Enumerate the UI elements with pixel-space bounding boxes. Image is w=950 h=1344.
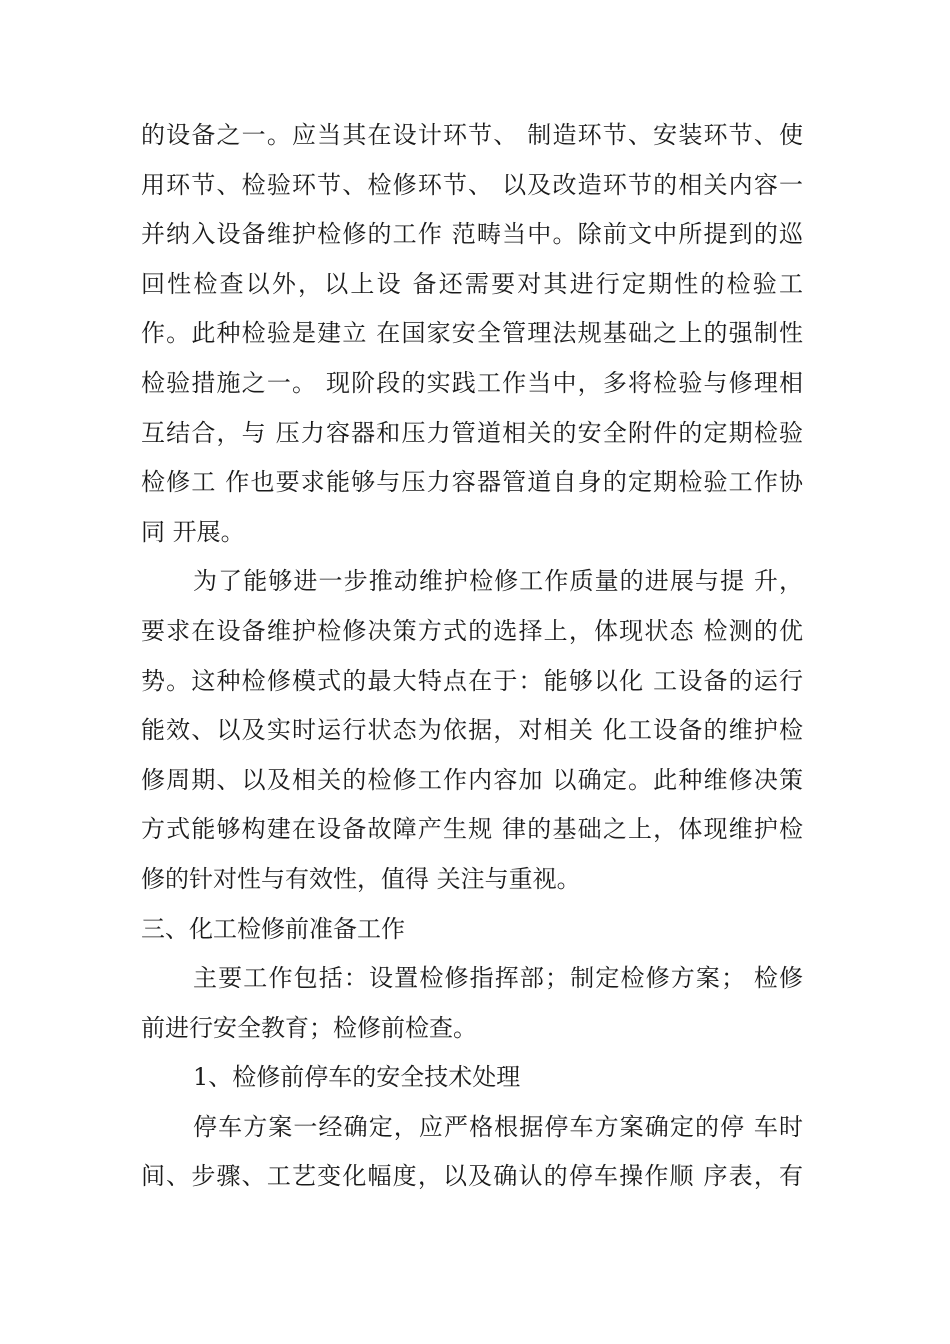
text-line: 势。这种检修模式的最大特点在于：能够以化 工设备的运行 [141, 666, 803, 695]
text-line: 要求在设备维护检修决策方式的选择上，体现状态 检测的优 [141, 616, 803, 645]
paragraph-p3 [141, 954, 803, 1053]
text-line: 能效、以及实时运行状态为依据，对相关 化工设备的维护检 [141, 716, 803, 745]
text-line: 用环节、检验环节、检修环节、 以及改造环节的相关内容一 [141, 170, 803, 199]
text-line: 互结合，与 压力容器和压力管道相关的安全附件的定期检验 [141, 418, 803, 447]
paragraph-p1 [141, 111, 803, 557]
text-line: 同 开展。 [141, 517, 245, 546]
text-line: 检验措施之一。 现阶段的实践工作当中，多将检验与修理相 [141, 368, 803, 397]
text-line: 为了能够进一步推动维护检修工作质量的进展与提 升， [193, 567, 803, 596]
subsection-heading [141, 1053, 803, 1103]
text-line: 检修工 作也要求能够与压力容器管道自身的定期检验工作协 [141, 468, 803, 497]
text-line: 修的针对性与有效性，值得 关注与重视。 [141, 864, 581, 893]
text-line: 并纳入设备维护检修的工作 范畴当中。除前文中所提到的巡 [141, 220, 803, 249]
text-line: 回性检查以外，以上设 备还需要对其进行定期性的检验工 [141, 269, 803, 298]
heading-text: 三、化工检修前准备工作 [141, 914, 405, 943]
section-heading [141, 905, 803, 955]
heading-text: 1、检修前停车的安全技术处理 [193, 1063, 521, 1092]
paragraph-p4 [141, 1103, 803, 1202]
text-line: 间、步骤、工艺变化幅度，以及确认的停车操作顺 序表，有 [141, 1162, 803, 1191]
text-line: 停车方案一经确定，应严格根据停车方案确定的停 车时 [193, 1112, 803, 1141]
text-line: 方式能够构建在设备故障产生规 律的基础之上，体现维护检 [141, 815, 803, 844]
text-line: 修周期、以及相关的检修工作内容加 以确定。此种维修决策 [141, 765, 803, 794]
text-line: 的设备之一。应当其在设计环节、 制造环节、安装环节、使 [141, 121, 803, 149]
paragraph-p2 [141, 557, 803, 904]
text-line: 前进行安全教育；检修前检查。 [141, 1013, 477, 1042]
document-page [141, 111, 803, 1202]
text-line: 主要工作包括：设置检修指挥部；制定检修方案； 检修 [193, 964, 803, 993]
text-line: 作。此种检验是建立 在国家安全管理法规基础之上的强制性 [141, 319, 803, 348]
